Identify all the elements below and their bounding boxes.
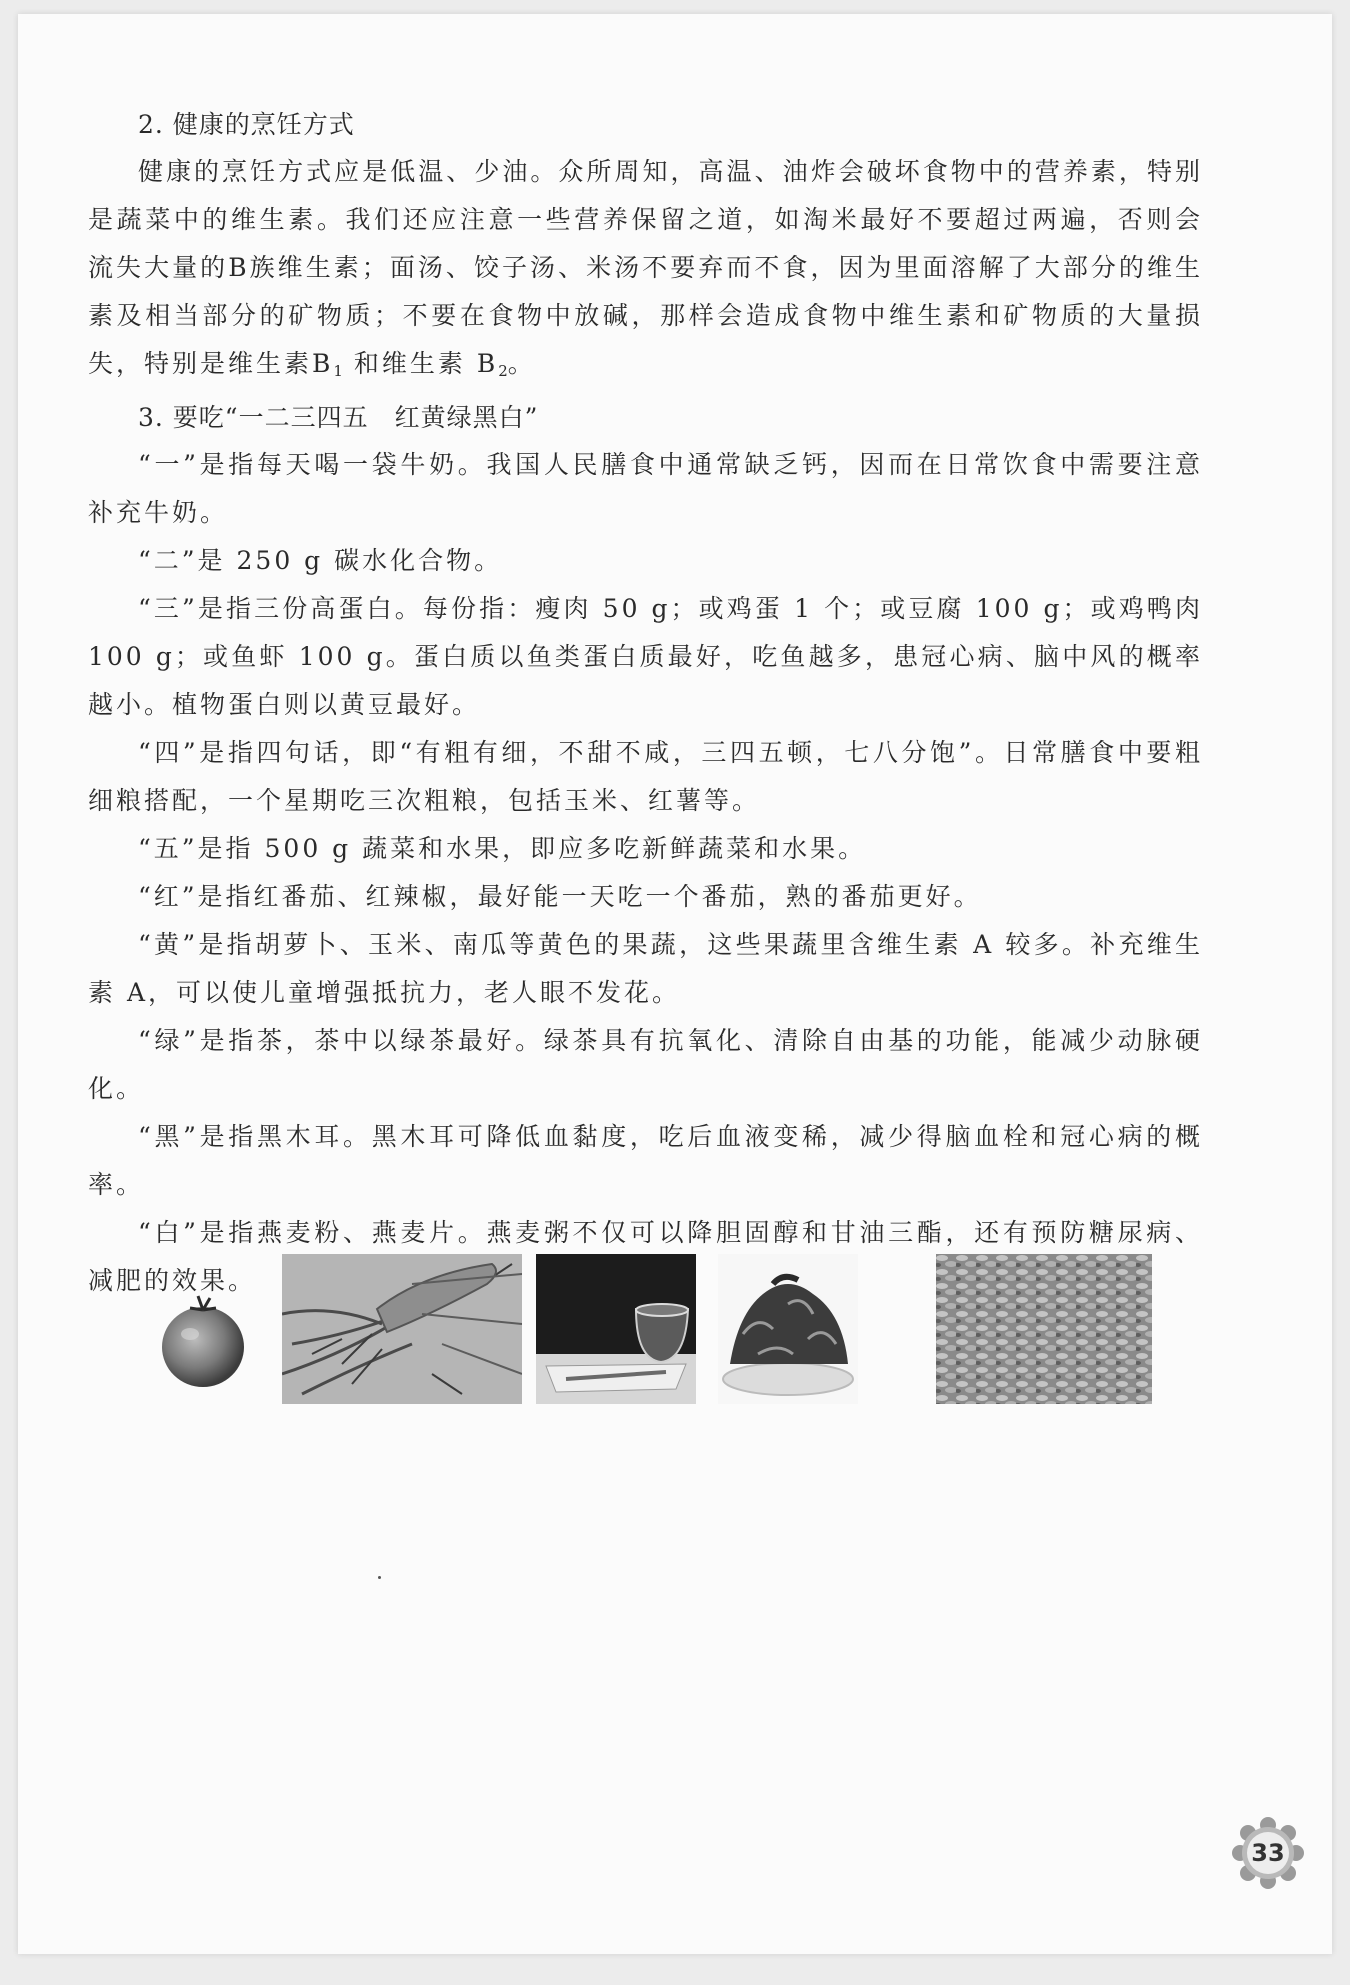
section-2-heading: 2. 健康的烹饪方式 bbox=[138, 110, 355, 139]
food-photo-strip bbox=[158, 1254, 1158, 1414]
carrot-photo bbox=[282, 1254, 522, 1404]
page-content bbox=[88, 102, 1203, 1305]
cooking-paragraph bbox=[88, 148, 1203, 395]
subscript-1: 1 bbox=[333, 362, 343, 380]
paragraph-four-sayings: “四”是指四句话，即“有粗有细，不甜不咸，三四五顿，七八分饱”。日常膳食中要粗细粮搭配，一个星期吃三次粗粮，包括玉米、红薯等。 bbox=[88, 738, 1203, 815]
cooking-paragraph-mid: 和维生素 B bbox=[342, 349, 499, 378]
paragraph-black: “黑”是指黑木耳。黑木耳可降低血黏度，吃后血液变稀，减少得脑血栓和冠心病的概率。 bbox=[88, 1122, 1203, 1199]
paragraph-two-carbs: “二”是 250 g 碳水化合物。 bbox=[138, 546, 503, 575]
page-number: 33 bbox=[1251, 1839, 1285, 1867]
tomato-photo bbox=[158, 1282, 248, 1392]
paragraph-one-milk: “一”是指每天喝一袋牛奶。我国人民膳食中通常缺乏钙，因而在日常饮食中需要注意补充牛奶。 bbox=[88, 450, 1203, 527]
print-speck bbox=[378, 1576, 381, 1579]
page-number-badge bbox=[1231, 1816, 1305, 1890]
cooking-paragraph-end: 。 bbox=[507, 349, 536, 378]
paragraph-yellow: “黄”是指胡萝卜、玉米、南瓜等黄色的果蔬，这些果蔬里含维生素 A 较多。补充维生素 A，可以使儿童增强抵抗力，老人眼不发花。 bbox=[88, 930, 1203, 1007]
paragraph-three-protein: “三”是指三份高蛋白。每份指：瘦肉 50 g；或鸡蛋 1 个；或豆腐 100 g；或鸡鸭肉 100 g；或鱼虾 100 g。蛋白质以鱼类蛋白质最好，吃鱼越多，患冠心病、脑中风的概率越小。植物蛋白则以黄豆最好。 bbox=[88, 594, 1203, 719]
subscript-2: 2 bbox=[498, 362, 508, 380]
paragraph-green: “绿”是指茶，茶中以绿茶最好。绿茶具有抗氧化、清除自由基的功能，能减少动脉硬化。 bbox=[88, 1026, 1203, 1103]
oat-flakes-photo bbox=[936, 1254, 1152, 1404]
paragraph-white: “白”是指燕麦粉、燕麦片。燕麦粥不仅可以降胆固醇和甘油三酯，还有预防糖尿病、减肥的效果。 bbox=[88, 1218, 1203, 1295]
green-tea-photo bbox=[536, 1254, 696, 1404]
black-fungus-photo bbox=[718, 1254, 858, 1404]
textbook-page bbox=[18, 14, 1332, 1954]
cooking-paragraph-text: 健康的烹饪方式应是低温、少油。众所周知，高温、油炸会破坏食物中的营养素，特别是蔬菜中的维生素。我们还应注意一些营养保留之道，如淘米最好不要超过两遍，否则会流失大量的B族维生素；面汤、饺子汤、米汤不要弃而不食，因为里面溶解了大部分的维生素及相当部分的矿物质；不要在食物中放碱，那样会造成食物中维生素和矿物质的大量损失，特别是维生素B bbox=[88, 157, 1203, 378]
section-3-heading: 3. 要吃“一二三四五 红黄绿黑白” bbox=[138, 403, 539, 432]
paragraph-red: “红”是指红番茄、红辣椒，最好能一天吃一个番茄，熟的番茄更好。 bbox=[138, 882, 982, 911]
paragraph-five-vegetables: “五”是指 500 g 蔬菜和水果，即应多吃新鲜蔬菜和水果。 bbox=[138, 834, 867, 863]
